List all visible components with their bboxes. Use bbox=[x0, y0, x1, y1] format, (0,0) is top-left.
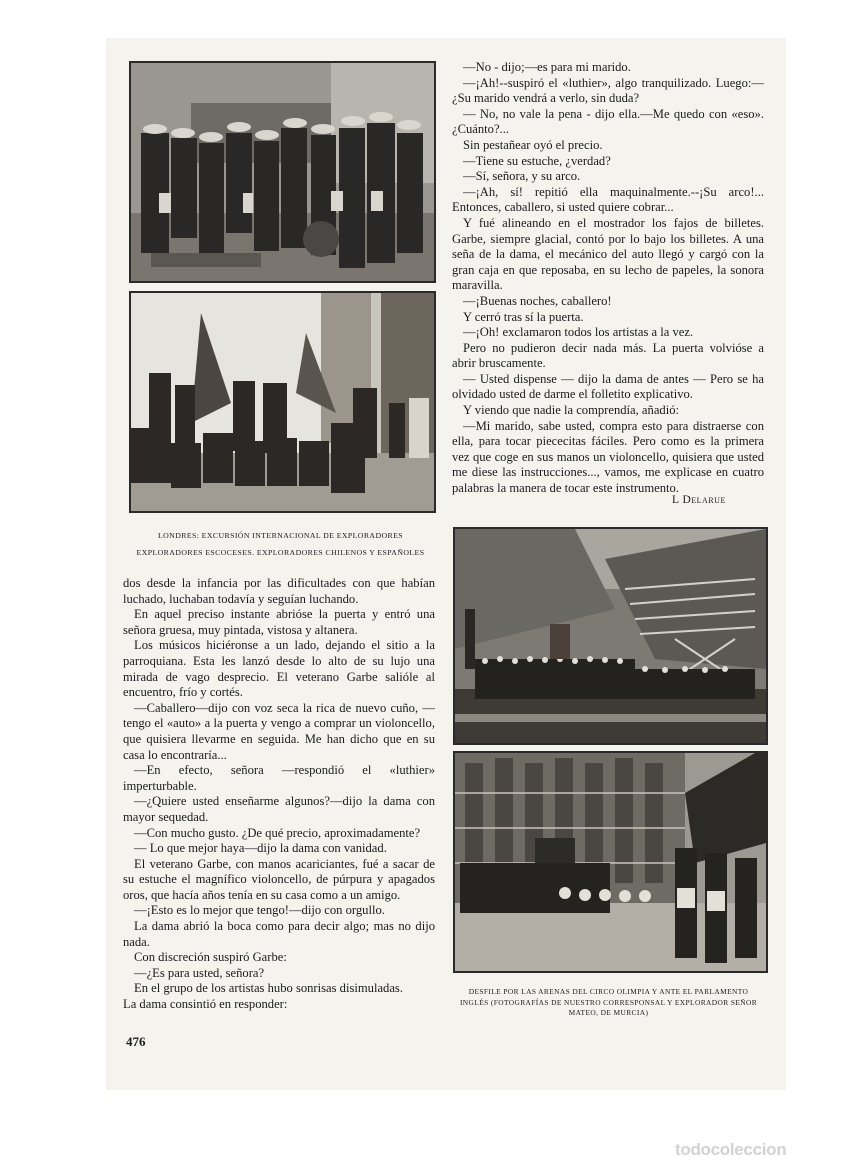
paragraph: —¡Buenas noches, caballero! bbox=[463, 293, 612, 308]
paragraph: dos desde la infancia por las dificultades con que habían luchado, luchaban todavía y seguían luchando. bbox=[123, 576, 435, 606]
paragraph: La dama consintió en responder: bbox=[123, 997, 288, 1012]
caption-line: LONDRES: EXCURSIÓN INTERNACIONAL DE EXPLORADORES bbox=[157, 531, 404, 540]
paragraph: Y fué alineando en el mostrador los fajos de billetes. Garbe, siempre glacial, contó por lo bajo los billetes. A una seña de la dama, el mecánico del auto llegó y cargó con la gran caja en que reposaba, en su lecho de papeles, la sonora maravilla. bbox=[452, 215, 764, 293]
article-text-left-column bbox=[123, 576, 435, 1013]
photo-chilean-spanish-scouts bbox=[129, 291, 436, 513]
paragraph: — No, no vale la pena - dijo ella.—Me quedo con «eso». ¿Cuánto?... bbox=[452, 106, 764, 137]
article-text-right-column bbox=[452, 60, 764, 497]
paragraph: Y viendo que nadie la comprendía, añadió: bbox=[463, 403, 679, 418]
author-signature: L Delarue bbox=[672, 494, 726, 506]
paragraph: — Usted dispense — dijo la dama de antes — Pero se ha olvidado usted de darme el folletito explicativo. bbox=[452, 371, 764, 402]
caption-right-photos bbox=[453, 987, 764, 1019]
paragraph: —¿Quiere usted enseñarme algunos?—dijo la dama con mayor sequedad. bbox=[123, 794, 435, 824]
paragraph: —Mi marido, sabe usted, compra esto para distraerse con ella, para tocar piececitas fáciles. Pero como es la primera vez que coge en sus manos un violoncello, quisiera que usted me diese las instrucciones..., vamos, me explicase en cuatro palabras la manera de tocar este instrumento. bbox=[452, 418, 764, 496]
paragraph: El veterano Garbe, con manos acariciantes, fué a sacar de su estuche el magnífico violoncello, de púrpura y apagados oros, que hacía años tenía en su casa como a un amigo. bbox=[123, 856, 435, 902]
caption-line: MATEO, DE MURCIA) bbox=[568, 1008, 649, 1017]
paragraph: Y cerró tras sí la puerta. bbox=[463, 309, 584, 324]
caption-line: DESFILE POR LAS ARENAS DEL CIRCO OLIMPIA Y ANTE EL PARLAMENTO bbox=[468, 987, 749, 996]
paragraph: Sin pestañear oyó el precio. bbox=[463, 137, 603, 152]
paragraph: —Tiene su estuche, ¿verdad? bbox=[463, 153, 611, 168]
photo-olympia-parade bbox=[453, 527, 768, 745]
caption-line: INGLÉS (FOTOGRAFÍAS DE NUESTRO CORRESPONSAL Y EXPLORADOR SEÑOR bbox=[459, 997, 758, 1007]
paragraph: Los músicos hiciéronse a un lado, dejando el sitio a la parroquiana. Esta les lanzó desde lo alto de su lujo una mirada de vago desprecio. El veterano Garbe salióle al encuentro, frío y cortés. bbox=[123, 638, 435, 700]
paragraph: — Lo que mejor haya—dijo la dama con vanidad. bbox=[134, 841, 387, 856]
paragraph: —Sí, señora, y su arco. bbox=[463, 169, 581, 184]
page-number: 476 bbox=[126, 1034, 146, 1049]
paragraph: En el grupo de los artistas hubo sonrisas disimuladas. bbox=[134, 981, 403, 996]
paragraph: —Con mucho gusto. ¿De qué precio, aproximadamente? bbox=[134, 825, 421, 840]
paragraph: —En efecto, señora —respondió el «luthier» imperturbable. bbox=[123, 763, 435, 793]
paragraph: La dama abrió la boca como para decir algo; mas no dijo nada. bbox=[123, 919, 435, 949]
paragraph: —¿Es para usted, señora? bbox=[134, 965, 265, 980]
photo-parliament-parade bbox=[453, 751, 768, 973]
paragraph: —¡Ah, sí! repitió ella maquinalmente.--¡Su arco!... Entonces, caballero, si usted quiere cobrar... bbox=[452, 184, 764, 215]
paragraph: —Caballero—dijo con voz seca la rica de nuevo cuño, —tengo el «auto» a la puerta y vengo a comprar un violoncello, que quisiera llevarme en seguida. Me han dicho que en su casa lo encontraría... bbox=[123, 700, 435, 762]
paragraph: Pero no pudieron decir nada más. La puerta volvióse a abrir bruscamente. bbox=[452, 340, 764, 371]
paragraph: —¡Esto es lo mejor que tengo!—dijo con orgullo. bbox=[134, 903, 385, 918]
watermark: todocoleccion bbox=[675, 1140, 787, 1159]
paragraph: Con discreción suspiró Garbe: bbox=[134, 950, 287, 965]
paragraph: En aquel preciso instante abrióse la puerta y entró una señora gruesa, muy pintada, vistosa y altanera. bbox=[123, 607, 435, 637]
paragraph: —¡Ah!--suspiró el «luthier», algo tranquilizado. Luego:—¿Su marido vendrá a verlo, sin duda? bbox=[452, 75, 764, 106]
caption-left-photos bbox=[129, 529, 432, 559]
paragraph: —¡Oh! exclamaron todos los artistas a la vez. bbox=[463, 325, 694, 340]
photo-scottish-scouts bbox=[129, 61, 436, 283]
caption-line: EXPLORADORES ESCOCESES. EXPLORADORES CHILENOS Y ESPAÑOLES bbox=[136, 548, 425, 557]
paragraph: —No - dijo;—es para mi marido. bbox=[463, 60, 631, 74]
